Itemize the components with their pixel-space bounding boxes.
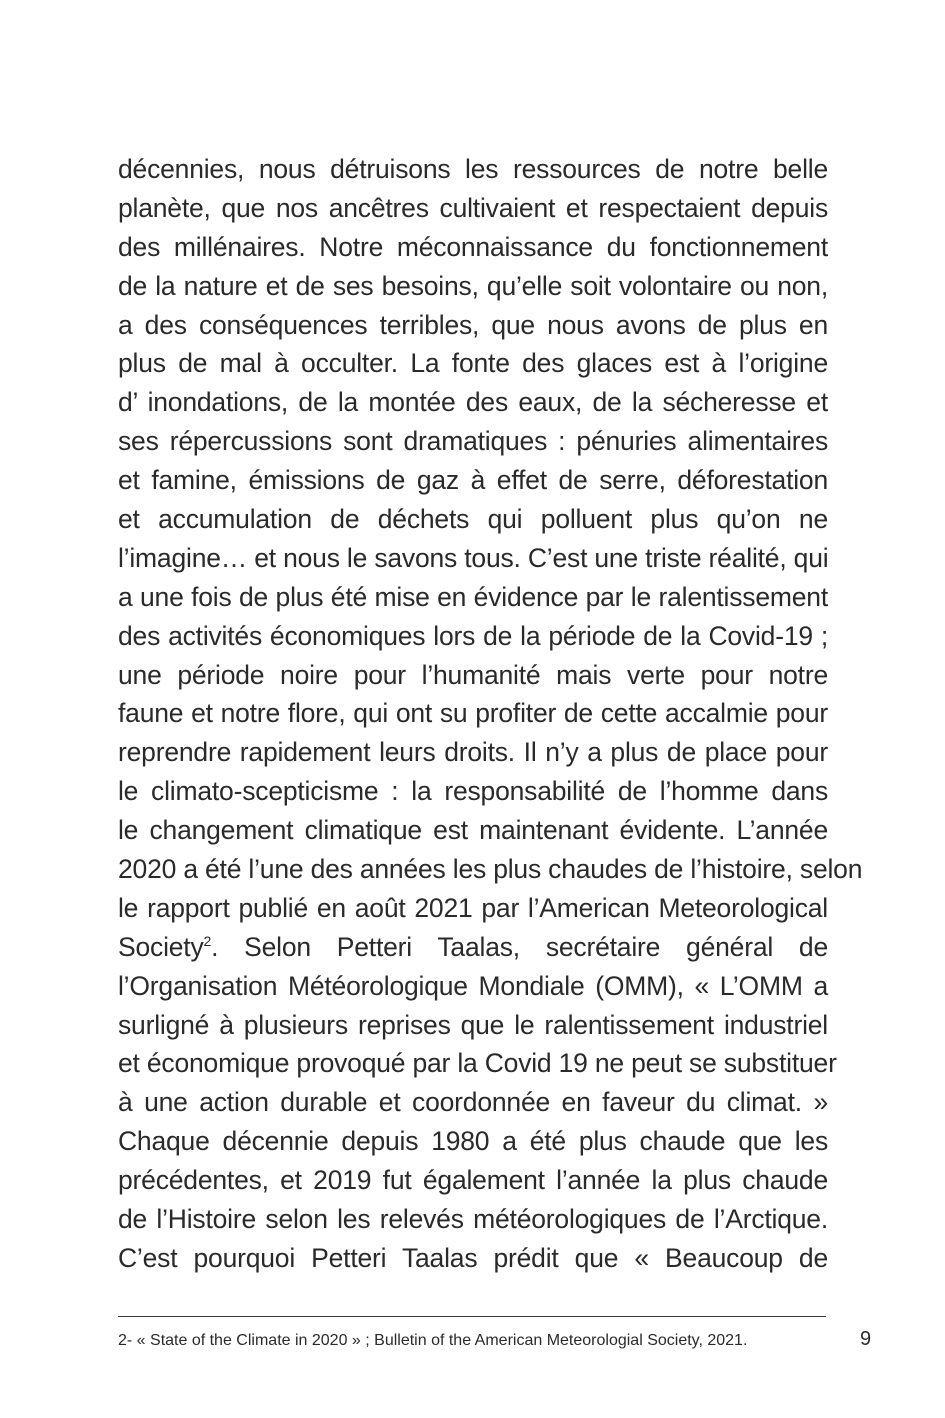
text-line-8: ses répercussions sont dramatiques : pénuries alimentaires — [118, 426, 828, 457]
text-line-5: a des conséquences terribles, que nous avons de plus en — [118, 309, 828, 340]
text-line-28: de l’Histoire selon les relevés météorologiques de l’Arctique. — [118, 1204, 828, 1235]
text-line-16: reprendre rapidement leurs droits. Il n’y a plus de place pour — [118, 737, 828, 768]
text-line-18: le changement climatique est maintenant évidente. L’année — [118, 815, 828, 846]
text-line-20: le rapport publié en août 2021 par l’American Meteorological — [118, 892, 828, 923]
text-line-12: a une fois de plus été mise en évidence par le ralentissement — [118, 581, 828, 612]
footnote-reference[interactable]: 2 — [203, 932, 212, 949]
text-line-27: précédentes, et 2019 fut également l’année la plus chaude — [118, 1165, 828, 1196]
text-line-2: planète, que nos ancêtres cultivaient et respectaient depuis — [118, 192, 828, 223]
society-word: Society — [118, 931, 204, 962]
text-line-4: de la nature et de ses besoins, qu’elle soit volontaire ou non, — [118, 270, 828, 301]
text-line-23: surligné à plusieurs reprises que le ralentissement industriel — [118, 1009, 828, 1040]
text-line-26: Chaque décennie depuis 1980 a été plus chaude que les — [118, 1126, 828, 1157]
text-line-11: l’imagine… et nous le savons tous. C’est une triste réalité, qui — [118, 542, 829, 573]
footnote-divider — [118, 1316, 826, 1317]
text-line-7: d’ inondations, de la montée des eaux, de la sécheresse et — [118, 387, 828, 418]
text-line-3: des millénaires. Notre méconnaissance du fonctionnement — [118, 231, 828, 262]
page-number: 9 — [860, 1328, 872, 1350]
text-line-24: et économique provoqué par la Covid 19 ne peut se substituer — [118, 1048, 837, 1079]
text-line-1: décennies, nous détruisons les ressources de notre belle — [118, 154, 828, 184]
text-line-19: 2020 a été l’une des années les plus chaudes de l’histoire, selon — [118, 854, 863, 885]
text-line-22: l’Organisation Météorologique Mondiale (OMM), « L’OMM a — [118, 970, 828, 1001]
footnote-text: 2- « State of the Climate in 2020 » ; Bulletin of the American Meteorologial Society, 2021. — [118, 1332, 748, 1349]
text-line-13: des activités économiques lors de la période de la Covid-19 ; — [118, 620, 828, 651]
text-line-9: et famine, émissions de gaz à effet de serre, déforestation — [118, 465, 828, 496]
body-text — [118, 150, 863, 1278]
text-line-10: et accumulation de déchets qui polluent plus qu’on ne — [118, 504, 828, 535]
text-line-25: à une action durable et coordonnée en faveur du climat. » — [118, 1087, 828, 1118]
society-continuation: . Selon Petteri Taalas, secrétaire général de — [211, 931, 828, 962]
text-line-14: une période noire pour l’humanité mais verte pour notre — [118, 659, 828, 690]
text-line-6: plus de mal à occulter. La fonte des glaces est à l’origine — [118, 348, 828, 379]
text-line-17: le climato-scepticisme : la responsabilité de l’homme dans — [118, 776, 828, 807]
text-line-21 — [118, 928, 828, 967]
text-line-29: C’est pourquoi Petteri Taalas prédit que « Beaucoup de — [118, 1242, 828, 1273]
text-line-15: faune et notre flore, qui ont su profiter de cette accalmie pour — [118, 698, 828, 729]
